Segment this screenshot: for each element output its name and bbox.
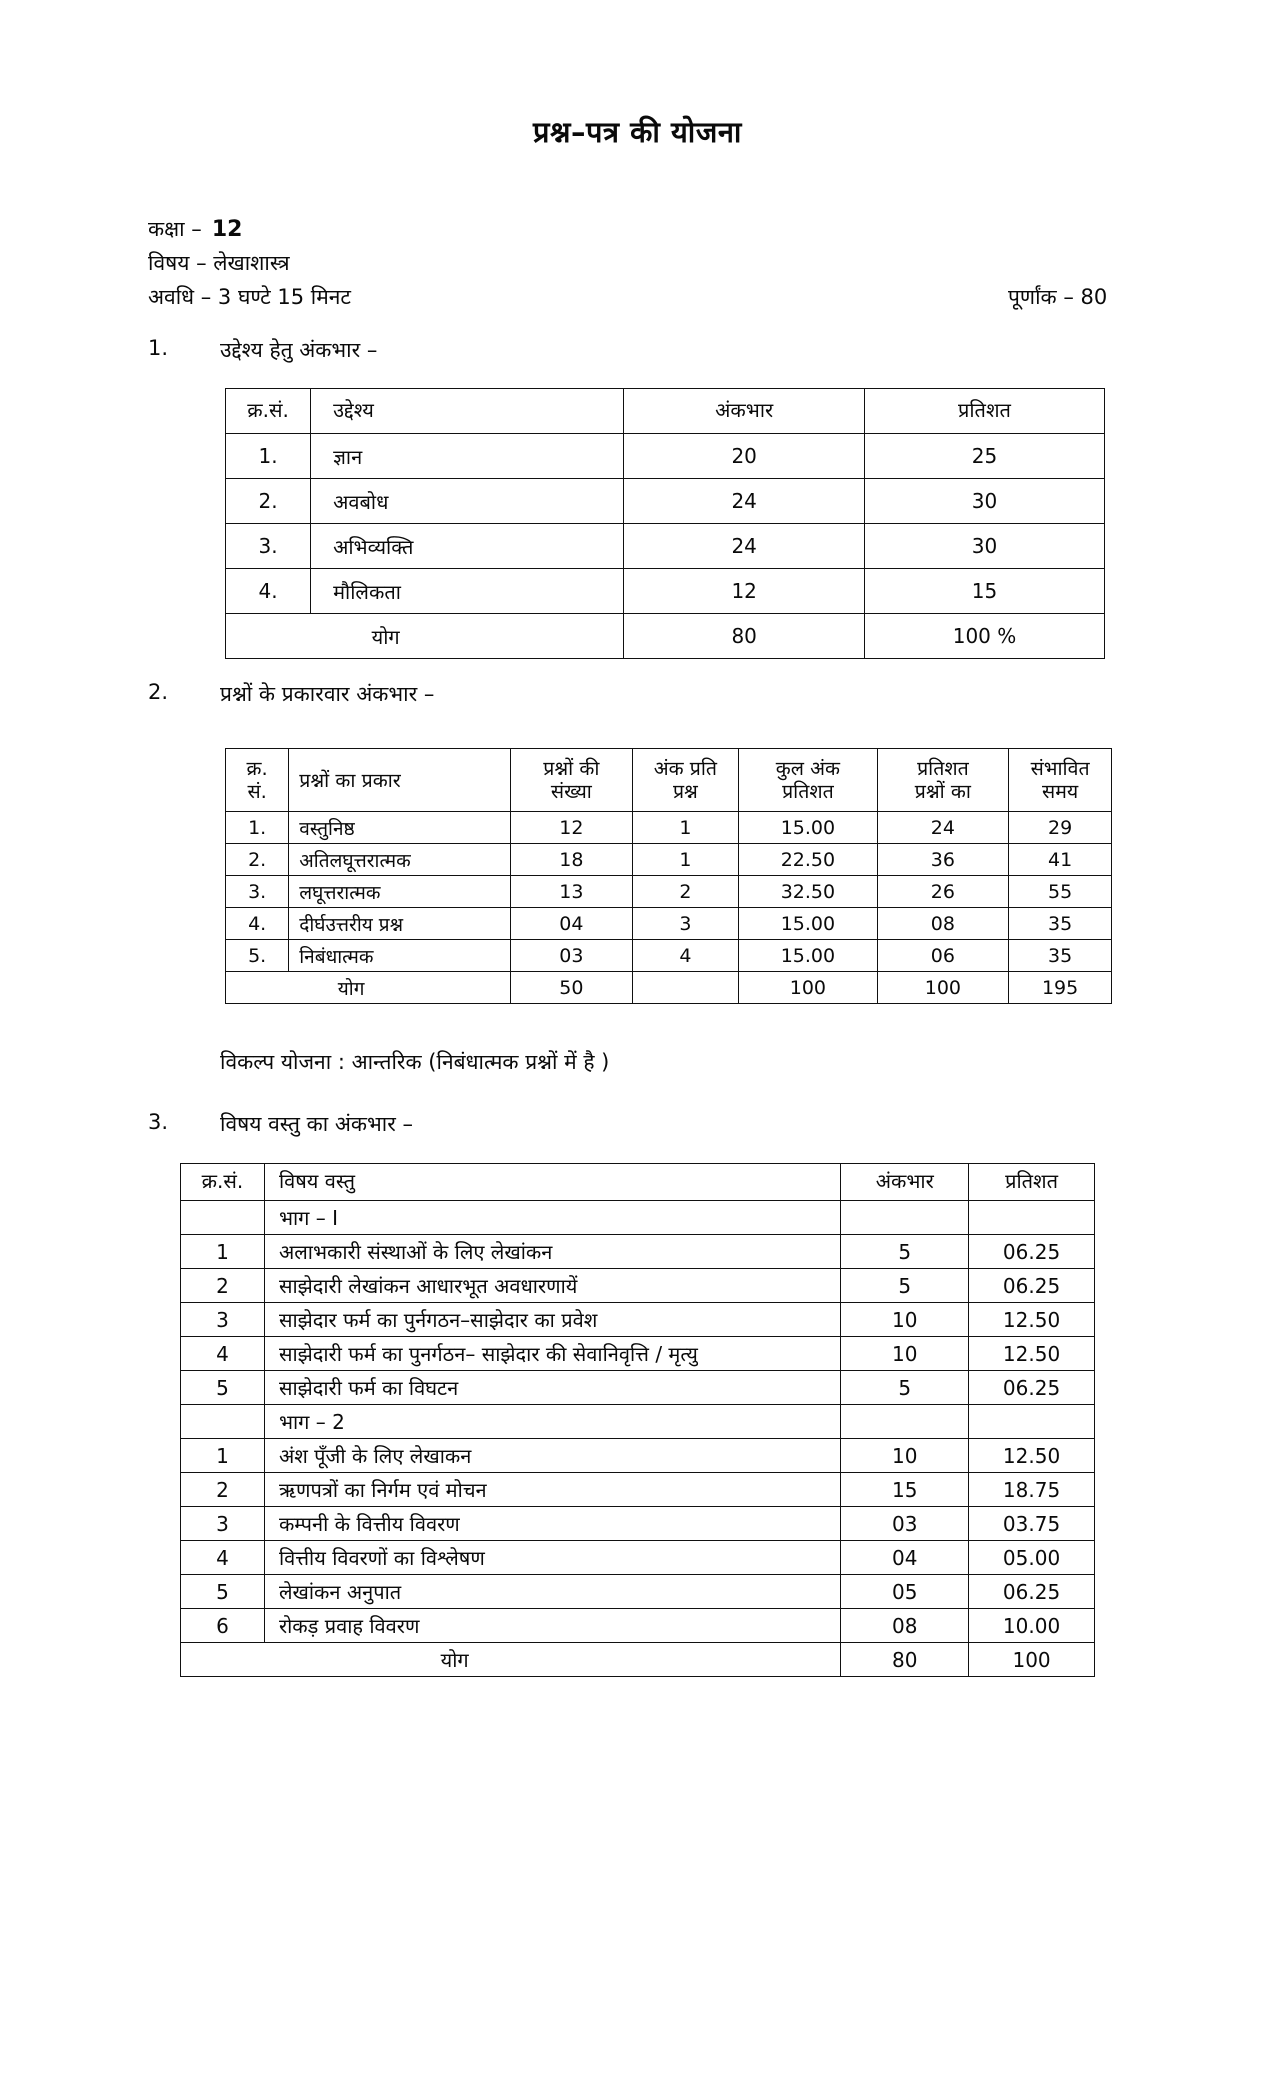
col-header-total-marks-percent-line1: कुल अंक xyxy=(775,757,841,780)
cell-expected-time: 35 xyxy=(1009,940,1112,972)
col-header-percent-of-questions xyxy=(877,749,1009,812)
col-header-expected-time-line1: संभावित xyxy=(1030,757,1090,780)
col-header-question-type xyxy=(289,749,511,812)
cell-topic: अंश पूँजी के लिए लेखाकन xyxy=(264,1439,840,1473)
subject-label: विषय – लेखाशास्त्र xyxy=(148,251,290,275)
cell-question-count: 18 xyxy=(511,844,632,876)
cell-expected-time: 35 xyxy=(1009,908,1112,940)
table-row xyxy=(226,569,1105,614)
cell-marks: 15 xyxy=(841,1473,969,1507)
page-title: प्रश्न–पत्र की योजना xyxy=(533,115,742,149)
cell-serial: 3 xyxy=(181,1303,265,1337)
col-header-marks: अंकभार xyxy=(841,1164,969,1201)
cell-topic: भाग – I xyxy=(264,1201,840,1235)
col-header-objective: उद्देश्य xyxy=(311,389,624,434)
table-header-row xyxy=(226,389,1105,434)
cell-total-total-marks-percent: 100 xyxy=(739,972,877,1004)
cell-serial: 4 xyxy=(181,1337,265,1371)
table-row xyxy=(181,1371,1095,1405)
cell-serial: 3. xyxy=(226,524,311,569)
table-row xyxy=(181,1439,1095,1473)
col-header-marks: अंकभार xyxy=(624,389,865,434)
table-row xyxy=(181,1575,1095,1609)
cell-marks xyxy=(841,1201,969,1235)
section-2-number: 2. xyxy=(148,680,169,704)
cell-total-label: योग xyxy=(226,972,511,1004)
col-header-total-marks-percent xyxy=(739,749,877,812)
question-types-table xyxy=(225,748,1112,1004)
cell-question-count: 03 xyxy=(511,940,632,972)
cell-topic: रोकड़ प्रवाह विवरण xyxy=(264,1609,840,1643)
subject-row xyxy=(148,246,1148,280)
cell-serial: 2 xyxy=(181,1473,265,1507)
cell-marks-per-question: 2 xyxy=(632,876,739,908)
cell-serial: 4. xyxy=(226,569,311,614)
col-header-question-count xyxy=(511,749,632,812)
cell-serial: 5 xyxy=(181,1575,265,1609)
section-3-number: 3. xyxy=(148,1110,169,1134)
col-header-serial: क्र.सं. xyxy=(226,389,311,434)
cell-percent-of-questions: 06 xyxy=(877,940,1009,972)
cell-serial: 3. xyxy=(226,876,289,908)
cell-marks: 12 xyxy=(624,569,865,614)
table-row xyxy=(181,1337,1095,1371)
table-row xyxy=(181,1541,1095,1575)
cell-percent: 06.25 xyxy=(969,1575,1095,1609)
cell-percent: 10.00 xyxy=(969,1609,1095,1643)
cell-marks-per-question: 4 xyxy=(632,940,739,972)
cell-serial: 1 xyxy=(181,1439,265,1473)
cell-total-marks-percent: 22.50 xyxy=(739,844,877,876)
cell-objective: अवबोध xyxy=(311,479,624,524)
cell-marks: 04 xyxy=(841,1541,969,1575)
cell-percent-of-questions: 26 xyxy=(877,876,1009,908)
table-row xyxy=(226,940,1112,972)
cell-serial: 2. xyxy=(226,479,311,524)
cell-serial: 1. xyxy=(226,812,289,844)
col-header-question-count-line2: संख्या xyxy=(550,780,592,803)
cell-serial: 1 xyxy=(181,1235,265,1269)
cell-percent: 30 xyxy=(864,524,1104,569)
table-header-row xyxy=(226,749,1112,812)
cell-question-type: अतिलघूत्तरात्मक xyxy=(289,844,511,876)
cell-serial: 6 xyxy=(181,1609,265,1643)
content-weightage-table xyxy=(180,1163,1095,1677)
cell-marks: 03 xyxy=(841,1507,969,1541)
cell-topic: साझेदारी लेखांकन आधारभूत अवधारणायें xyxy=(264,1269,840,1303)
table-row xyxy=(181,1235,1095,1269)
cell-total-marks-percent: 32.50 xyxy=(739,876,877,908)
cell-question-type: लघूत्तरात्मक xyxy=(289,876,511,908)
cell-marks: 5 xyxy=(841,1235,969,1269)
cell-total-marks: 80 xyxy=(624,614,865,659)
cell-expected-time: 41 xyxy=(1009,844,1112,876)
table-total-row xyxy=(181,1643,1095,1677)
cell-expected-time: 55 xyxy=(1009,876,1112,908)
cell-question-type: दीर्घउत्तरीय प्रश्न xyxy=(289,908,511,940)
cell-question-count: 12 xyxy=(511,812,632,844)
table-row xyxy=(226,844,1112,876)
table-part-row xyxy=(181,1201,1095,1235)
cell-percent: 06.25 xyxy=(969,1371,1095,1405)
cell-question-type: निबंधात्मक xyxy=(289,940,511,972)
cell-percent xyxy=(969,1201,1095,1235)
cell-percent: 12.50 xyxy=(969,1303,1095,1337)
cell-serial xyxy=(181,1405,265,1439)
cell-marks xyxy=(841,1405,969,1439)
cell-question-type: वस्तुनिष्ठ xyxy=(289,812,511,844)
cell-total-marks: 80 xyxy=(841,1643,969,1677)
table-row xyxy=(226,479,1105,524)
cell-objective: मौलिकता xyxy=(311,569,624,614)
cell-marks: 10 xyxy=(841,1439,969,1473)
max-marks-label: पूर्णांक – 80 xyxy=(1008,285,1108,309)
table-row xyxy=(181,1269,1095,1303)
col-header-percent-of-questions-line1: प्रतिशत xyxy=(917,757,969,780)
cell-topic: वित्तीय विवरणों का विश्लेषण xyxy=(264,1541,840,1575)
col-header-expected-time xyxy=(1009,749,1112,812)
cell-serial: 1. xyxy=(226,434,311,479)
cell-total-marks-percent: 15.00 xyxy=(739,940,877,972)
table-row xyxy=(226,524,1105,569)
col-header-serial xyxy=(226,749,289,812)
cell-percent-of-questions: 36 xyxy=(877,844,1009,876)
table-row xyxy=(181,1507,1095,1541)
cell-objective: अभिव्यक्ति xyxy=(311,524,624,569)
col-header-question-count-line1: प्रश्नों की xyxy=(543,757,600,780)
cell-marks-per-question: 3 xyxy=(632,908,739,940)
section-3-text: विषय वस्तु का अंकभार – xyxy=(220,1112,413,1136)
table-row xyxy=(226,812,1112,844)
cell-serial: 5 xyxy=(181,1371,265,1405)
cell-topic: साझेदार फर्म का पुर्नगठन–साझेदार का प्रवेश xyxy=(264,1303,840,1337)
cell-percent: 05.00 xyxy=(969,1541,1095,1575)
cell-objective: ज्ञान xyxy=(311,434,624,479)
col-header-question-type-line1: प्रश्नों का प्रकार xyxy=(299,768,401,792)
table-row xyxy=(181,1303,1095,1337)
col-header-serial-line1: क्र. xyxy=(246,757,268,780)
section-1-number: 1. xyxy=(148,336,169,360)
cell-percent-of-questions: 24 xyxy=(877,812,1009,844)
cell-total-marks-per-question xyxy=(632,972,739,1004)
col-header-topic: विषय वस्तु xyxy=(264,1164,840,1201)
table-row xyxy=(181,1473,1095,1507)
class-row xyxy=(148,212,1148,246)
col-header-marks-per-question-line2: प्रश्न xyxy=(672,780,698,803)
table-row xyxy=(181,1609,1095,1643)
cell-serial: 4. xyxy=(226,908,289,940)
cell-topic: साझेदारी फर्म का विघटन xyxy=(264,1371,840,1405)
section-1-text: उद्देश्य हेतु अंकभार – xyxy=(220,338,378,362)
col-header-expected-time-line2: समय xyxy=(1042,780,1079,803)
cell-marks: 5 xyxy=(841,1371,969,1405)
cell-marks-per-question: 1 xyxy=(632,812,739,844)
cell-expected-time: 29 xyxy=(1009,812,1112,844)
cell-total-percent: 100 % xyxy=(864,614,1104,659)
cell-serial: 5. xyxy=(226,940,289,972)
cell-serial: 2 xyxy=(181,1269,265,1303)
cell-percent-of-questions: 08 xyxy=(877,908,1009,940)
col-header-serial-line2: सं. xyxy=(247,780,267,803)
table-part-row xyxy=(181,1405,1095,1439)
cell-percent: 06.25 xyxy=(969,1269,1095,1303)
cell-question-count: 04 xyxy=(511,908,632,940)
cell-total-label: योग xyxy=(181,1643,841,1677)
cell-total-percent: 100 xyxy=(969,1643,1095,1677)
table-header-row xyxy=(181,1164,1095,1201)
cell-serial: 3 xyxy=(181,1507,265,1541)
cell-total-marks-percent: 15.00 xyxy=(739,908,877,940)
cell-percent: 12.50 xyxy=(969,1439,1095,1473)
cell-percent: 18.75 xyxy=(969,1473,1095,1507)
cell-question-count: 13 xyxy=(511,876,632,908)
table-total-row xyxy=(226,614,1105,659)
class-label: कक्षा – xyxy=(148,217,202,241)
cell-percent: 15 xyxy=(864,569,1104,614)
cell-total-expected-time: 195 xyxy=(1009,972,1112,1004)
class-value: 12 xyxy=(211,217,243,242)
cell-marks: 05 xyxy=(841,1575,969,1609)
cell-serial: 2. xyxy=(226,844,289,876)
col-header-serial: क्र.सं. xyxy=(181,1164,265,1201)
cell-marks-per-question: 1 xyxy=(632,844,739,876)
cell-percent: 25 xyxy=(864,434,1104,479)
cell-topic: कम्पनी के वित्तीय विवरण xyxy=(264,1507,840,1541)
cell-topic: अलाभकारी संस्थाओं के लिए लेखांकन xyxy=(264,1235,840,1269)
cell-percent: 06.25 xyxy=(969,1235,1095,1269)
col-header-marks-per-question-line1: अंक प्रति xyxy=(653,757,718,780)
duration-label: अवधि – 3 घण्टे 15 मिनट xyxy=(148,285,352,309)
cell-topic: ऋणपत्रों का निर्गम एवं मोचन xyxy=(264,1473,840,1507)
cell-marks: 20 xyxy=(624,434,865,479)
cell-percent: 30 xyxy=(864,479,1104,524)
section-2-text: प्रश्नों के प्रकारवार अंकभार – xyxy=(220,682,435,706)
col-header-percent-of-questions-line2: प्रश्नों का xyxy=(914,780,971,803)
col-header-percent: प्रतिशत xyxy=(969,1164,1095,1201)
objectives-table xyxy=(225,388,1105,659)
cell-percent: 12.50 xyxy=(969,1337,1095,1371)
cell-marks: 24 xyxy=(624,479,865,524)
cell-total-question-count: 50 xyxy=(511,972,632,1004)
cell-serial xyxy=(181,1201,265,1235)
cell-marks: 5 xyxy=(841,1269,969,1303)
cell-topic: भाग – 2 xyxy=(264,1405,840,1439)
cell-marks: 24 xyxy=(624,524,865,569)
header-meta-block xyxy=(148,212,1148,314)
cell-total-label: योग xyxy=(226,614,624,659)
table-row xyxy=(226,434,1105,479)
table-total-row xyxy=(226,972,1112,1004)
col-header-marks-per-question xyxy=(632,749,739,812)
cell-marks: 10 xyxy=(841,1337,969,1371)
cell-total-percent-of-questions: 100 xyxy=(877,972,1009,1004)
cell-percent xyxy=(969,1405,1095,1439)
cell-total-marks-percent: 15.00 xyxy=(739,812,877,844)
cell-serial: 4 xyxy=(181,1541,265,1575)
cell-percent: 03.75 xyxy=(969,1507,1095,1541)
col-header-percent: प्रतिशत xyxy=(864,389,1104,434)
duration-row xyxy=(148,280,1148,314)
table-row xyxy=(226,876,1112,908)
table-row xyxy=(226,908,1112,940)
cell-marks: 08 xyxy=(841,1609,969,1643)
cell-topic: लेखांकन अनुपात xyxy=(264,1575,840,1609)
cell-topic: साझेदारी फर्म का पुनर्गठन– साझेदार की सेवानिवृत्ति / मृत्यु xyxy=(264,1337,840,1371)
cell-marks: 10 xyxy=(841,1303,969,1337)
col-header-total-marks-percent-line2: प्रतिशत xyxy=(782,780,834,803)
option-plan-note: विकल्प योजना : आन्तरिक (निबंधात्मक प्रश्नों में है ) xyxy=(220,1050,610,1074)
